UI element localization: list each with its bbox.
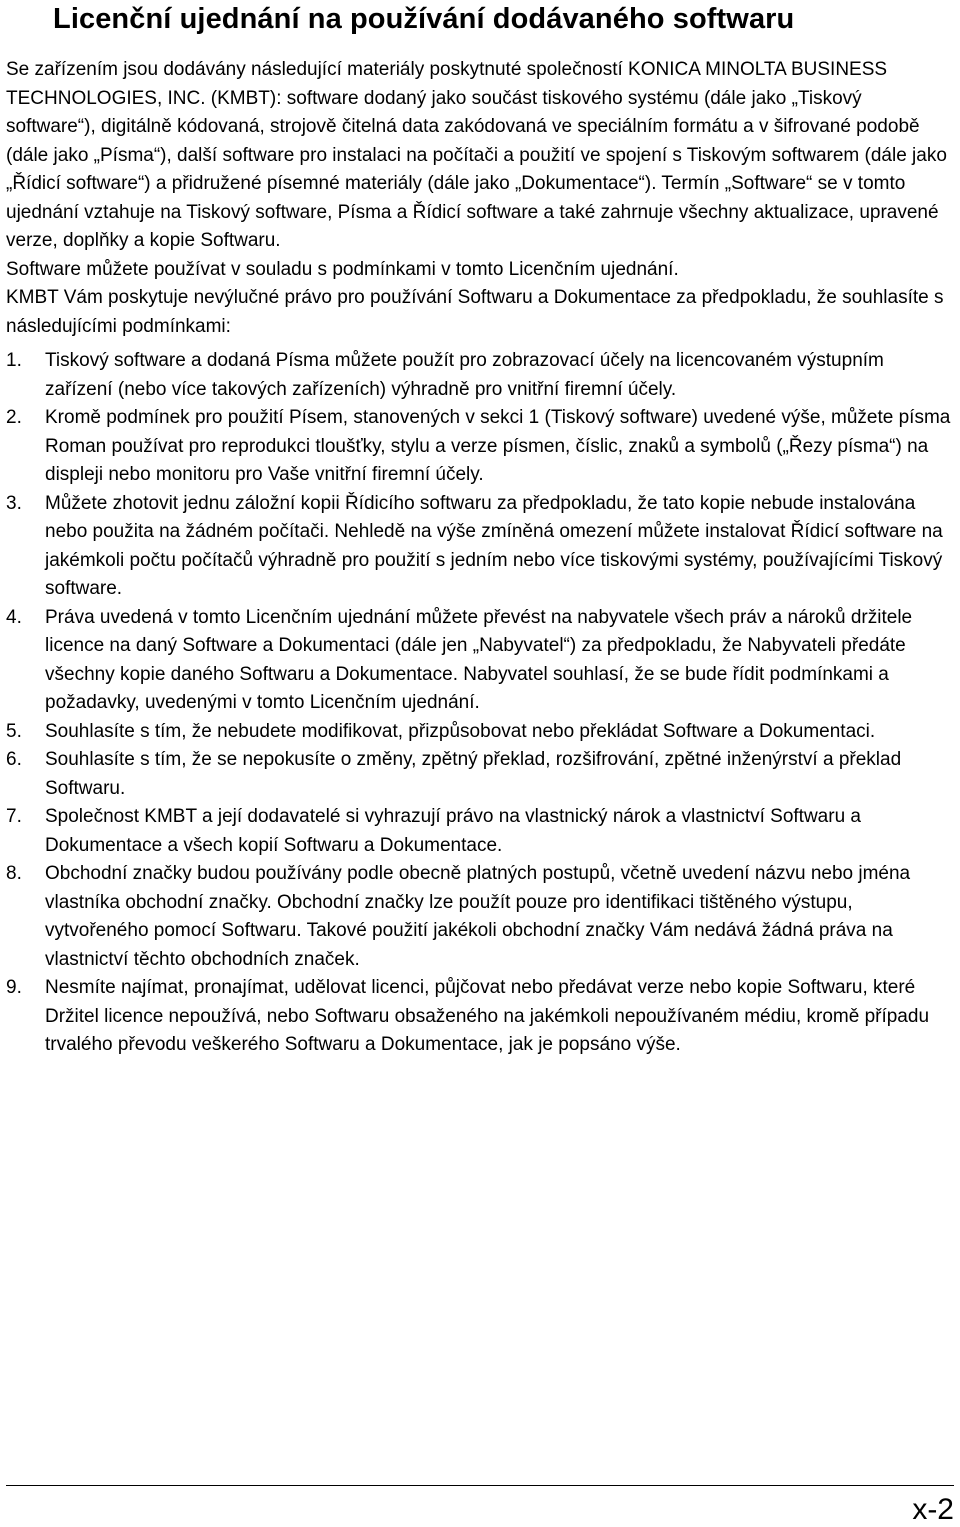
list-item: [6, 347, 952, 404]
list-item-text: Tiskový software a dodaná Písma můžete použít pro zobrazovací účely na licencovaném výstupním zařízení (nebo více takových zařízeních) výhradně pro vnitřní firemní účely.: [45, 350, 884, 400]
list-item: [6, 803, 952, 860]
usage-paragraph: Software můžete používat v souladu s podmínkami v tomto Licenčním ujednání.: [6, 258, 679, 280]
list-item: [6, 604, 952, 718]
page-title: Licenční ujednání na používání dodávaného softwaru: [53, 3, 795, 35]
footer-divider: [6, 1485, 954, 1486]
list-item-text: Práva uvedená v tomto Licenčním ujednání můžete převést na nabyvatele všech práv a nároků držitele licence na daný Software a Dokumentaci (dále jen „Nabyvatel“) za předpokladu, že Nabyvateli předáte všechny kopie daného Softwaru a Dokumentace. Nabyvatel souhlasí, že se bude řídit podmínkami a požadavky, uvedenými v tomto Licenčním ujednání.: [45, 606, 913, 713]
list-item-number: 1.: [6, 350, 22, 371]
list-item-text: Obchodní značky budou používány podle obecně platných postupů, včetně uvedení názvu nebo jména vlastníka obchodní značky. Obchodní značky lze použít pouze pro identifikaci tištěného výstupu, vytvořeného pomocí Softwaru. Takové použití jakékoli obchodní značky Vám nedává žádná práva na vlastnictví těchto obchodních značek.: [45, 863, 911, 970]
list-item-text: Společnost KMBT a její dodavatelé si vyhrazují právo na vlastnický nárok a vlastnictví Softwaru a Dokumentace a všech kopií Softwaru a Dokumentace.: [45, 806, 861, 856]
list-item-text: Můžete zhotovit jednu záložní kopii Řídicího softwaru za předpokladu, že tato kopie nebude instalována nebo použita na žádném počítači. Nehledě na výše zmíněná omezení můžete instalovat Řídicí software na jakémkoli počtu počítačů výhradně pro použití s jedním nebo více tiskovými systémy, používajícími Tiskový software.: [45, 492, 943, 599]
list-item-text: Kromě podmínek pro použití Písem, stanovených v sekci 1 (Tiskový software) uvedené výše, můžete písma Roman používat pro reprodukci tloušťky, stylu a verze písmen, číslic, znaků a symbolů („Řezy písma“) na displeji nebo monitoru pro Vaše vnitřní firemní účely.: [45, 407, 951, 485]
document-page: [6, 0, 952, 1060]
list-item-number: 3.: [6, 492, 22, 514]
list-item-number: 9.: [6, 977, 22, 998]
list-item-text: Souhlasíte s tím, že nebudete modifikovat, přizpůsobovat nebo překládat Software a Dokumentaci.: [45, 720, 876, 742]
list-item-number: 7.: [6, 806, 22, 827]
list-item: [6, 718, 952, 747]
list-item-number: 6.: [6, 749, 22, 770]
page-number: x-2: [912, 1493, 954, 1526]
terms-list: [6, 347, 952, 1060]
list-item-number: 2.: [6, 407, 22, 428]
list-item-number: 5.: [6, 720, 22, 742]
list-item-text: Nesmíte najímat, pronajímat, udělovat licenci, půjčovat nebo předávat verze nebo kopie Softwaru, které Držitel licence nepoužívá, nebo Softwaru obsaženého na jakémkoli nepoužívaném médiu, kromě případu trvalého převodu veškerého Softwaru a Dokumentace, jak je popsáno výše.: [45, 977, 930, 1055]
grant-paragraph: KMBT Vám poskytuje nevýlučné právo pro používání Softwaru a Dokumentace za předpokladu, že souhlasíte s následujícími podmínkami:: [6, 287, 944, 337]
intro-paragraph: Se zařízením jsou dodávány následující materiály poskytnuté společností KONICA MINOLTA BUSINESS TECHNOLOGIES, INC. (KMBT): software dodaný jako součást tiskového systému (dále jako „Tiskový software“), digitálně kódovaná, strojově čitelná data zakódovaná ve speciálním formátu a v šifrované podobě (dále jako „Písma“), další software pro instalaci na počítači a použití ve spojení s Tiskovým softwarem (dále jako „Řídicí software“) a přidružené písemné materiály (dále jako „Dokumentace“). Termín „Software“ se v tomto ujednání vztahuje na Tiskový software, Písma a Řídicí software a také zahrnuje všechny aktualizace, upravené verze, doplňky a kopie Softwaru.: [6, 59, 947, 251]
list-item: [6, 404, 952, 490]
list-item: [6, 974, 952, 1060]
list-item: [6, 490, 952, 604]
list-item: [6, 746, 952, 803]
list-item: [6, 860, 952, 974]
list-item-number: 8.: [6, 863, 22, 884]
list-item-number: 4.: [6, 606, 22, 628]
list-item-text: Souhlasíte s tím, že se nepokusíte o změny, zpětný překlad, rozšifrování, zpětné inženýrství a překlad Softwaru.: [45, 749, 902, 799]
